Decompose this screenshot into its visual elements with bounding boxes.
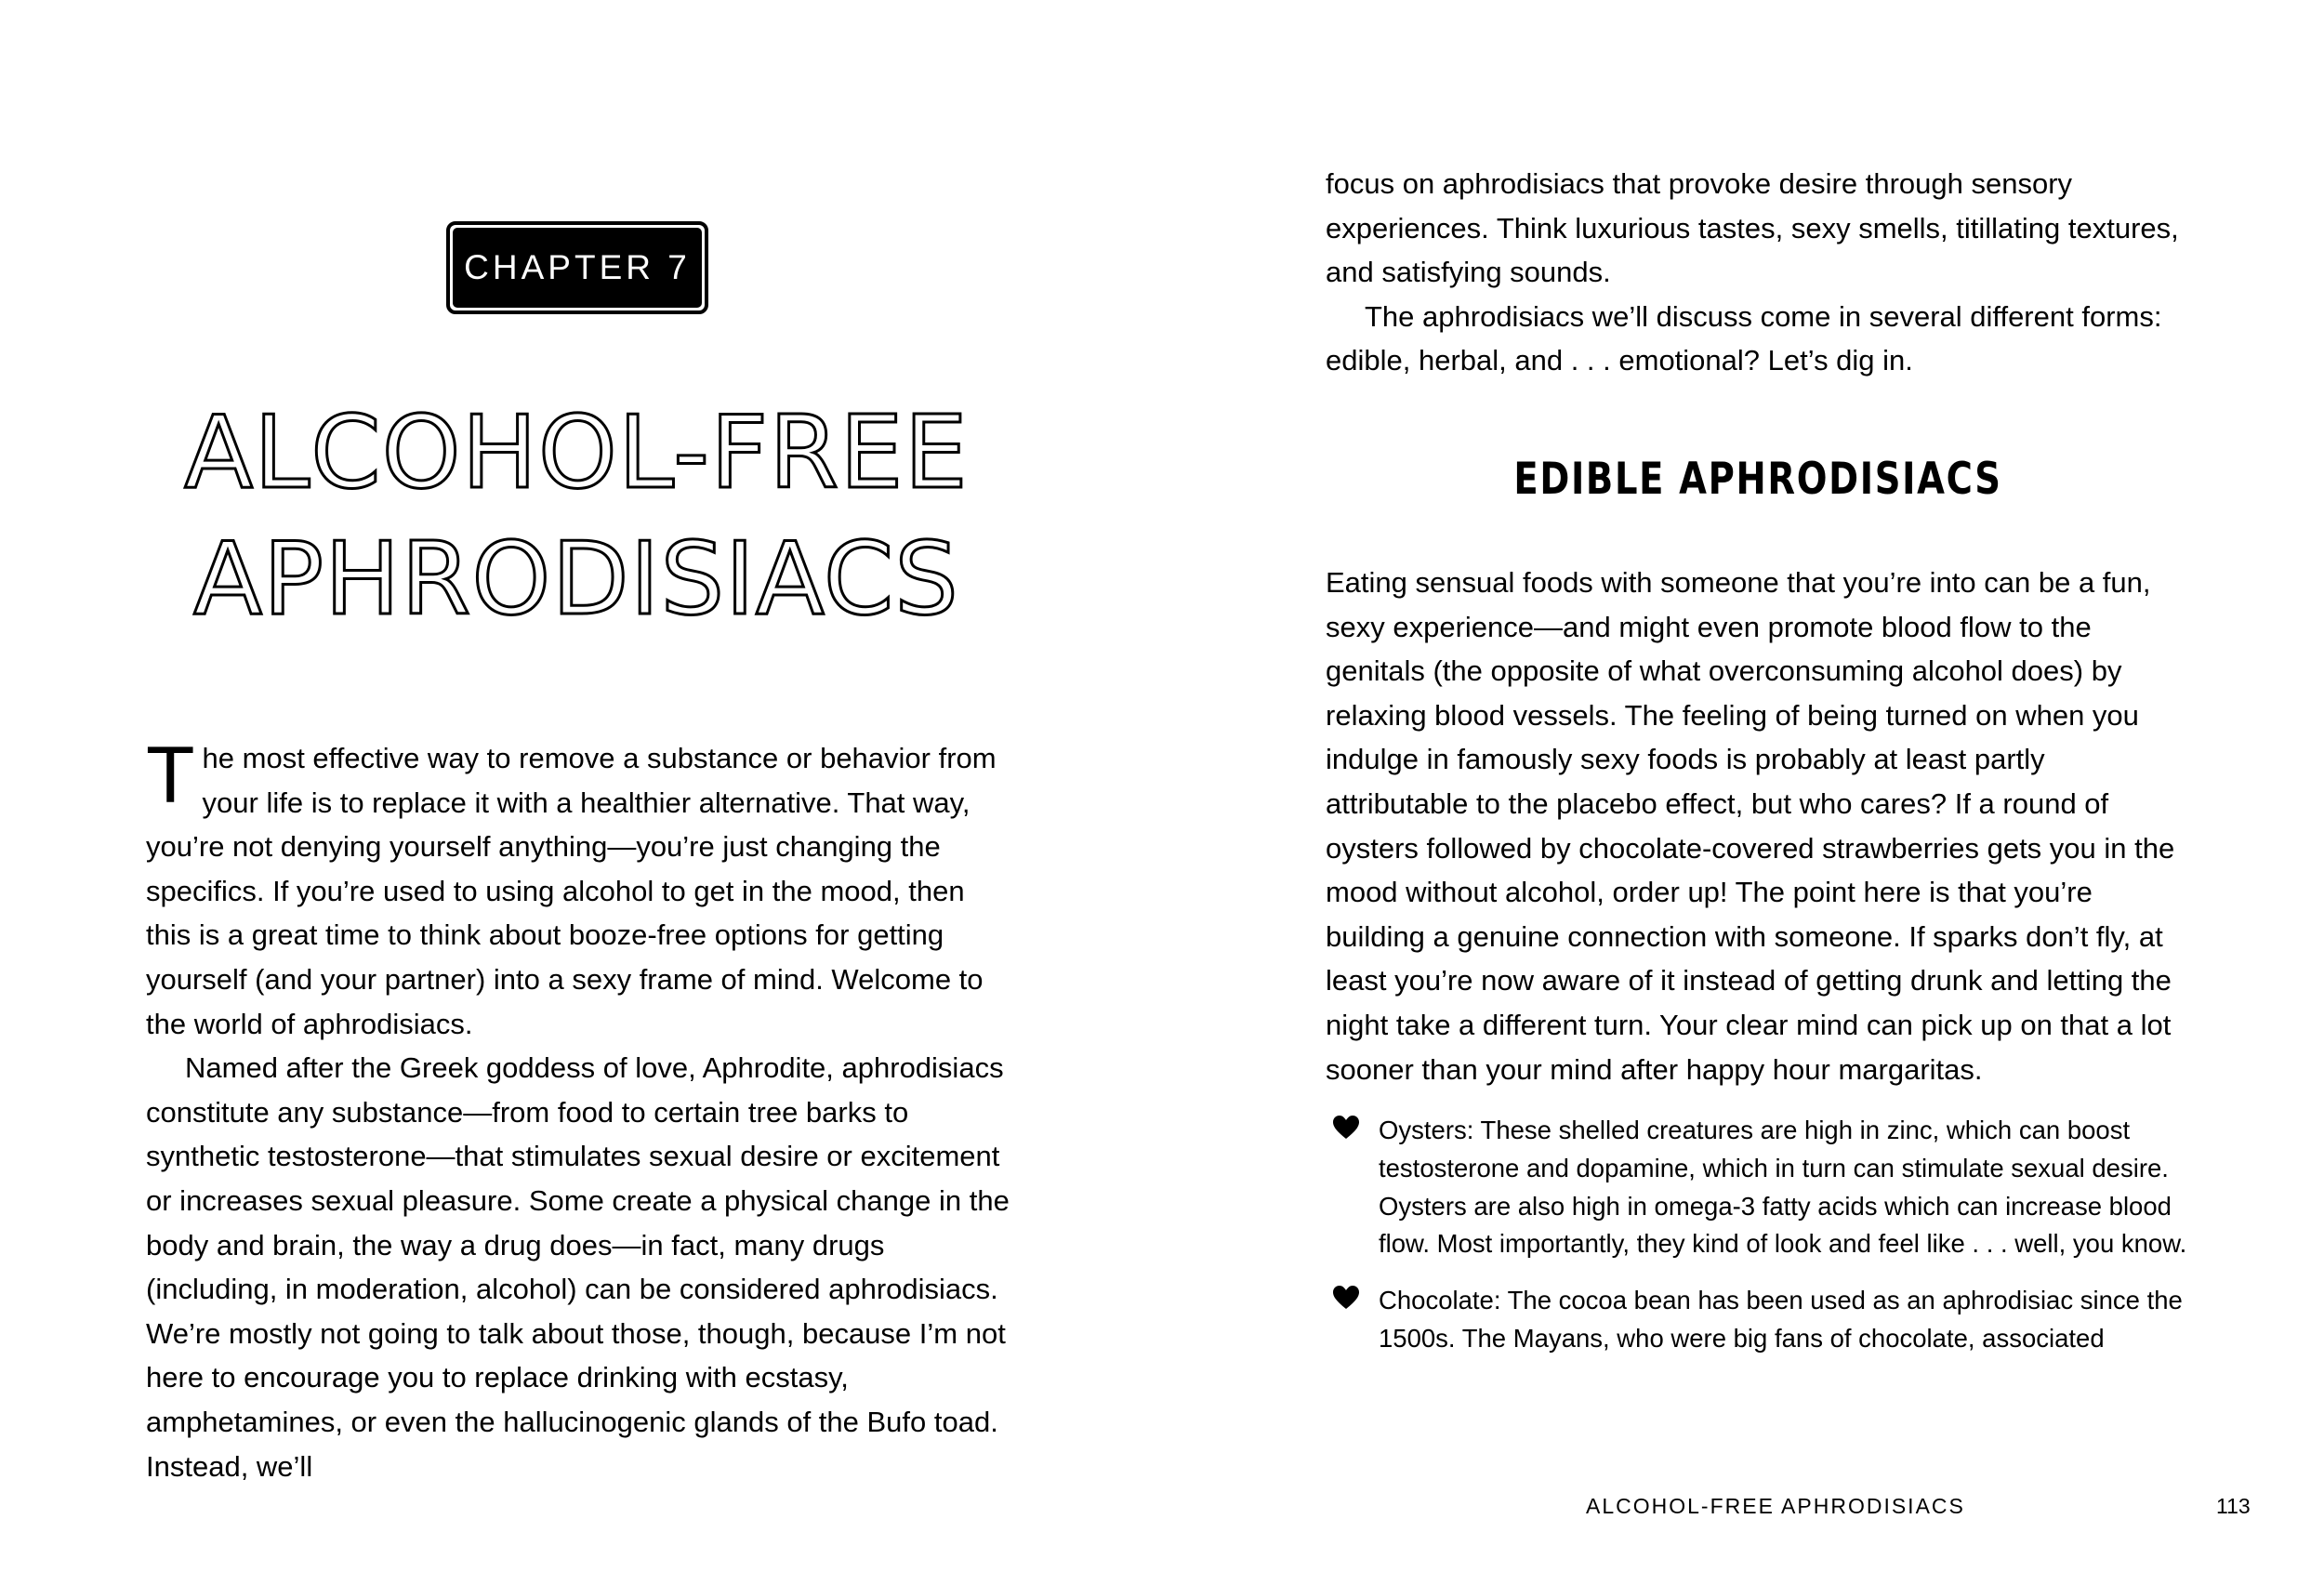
forms-paragraph: The aphrodisiacs we’ll discuss come in several different forms: edible, herbal, and . . . emotional? Let’s dig in. [1326,299,2162,377]
list-item [1326,1112,2190,1263]
chapter-badge [446,221,708,314]
drop-cap: T [146,731,195,820]
chapter-title-line2: APHRODISIACS [193,522,959,638]
chapter-title-line1: ALCOHOL-FREE [184,395,969,511]
sensory-paragraph: focus on aphrodisiacs that provoke desire through sensory experiences. Think luxurious tastes, sexy smells, titillating textures, and satisfying sounds. [1326,167,2179,289]
intro-paragraph-text: he most effective way to remove a substance or behavior from your life is to replace it with a healthier alternative. That way, you’re not denying yourself anything—you’re just changing the specifics. If you’re used to using alcohol to get in the mood, then this is a great time to think about booze-free options for getting yourself (and your partner) into a sexy frame of mind. Welcome to the world of aphrodisiacs. [146,742,997,1040]
page-number: 113 [2216,1494,2251,1518]
chapter-title [149,390,1004,643]
list-item-text: Chocolate: The cocoa bean has been used as an aphrodisiac since the 1500s. The Mayans, who were big fans of chocolate, associated [1379,1286,2183,1353]
heart-icon [1333,1286,1359,1310]
edible-paragraph: Eating sensual foods with someone that you’re into can be a fun, sexy experience—and might even promote blood flow to the genitals (the opposite of what overconsuming alcohol does) by relaxing blood vessels. The feeling of being turned on when you indulge in famously sexy foods is probably at least partly attributable to the placebo effect, but who cares? If a round of oysters followed by chocolate-covered strawberries gets you in the mood without alcohol, order up! The point here is that you’re building a genuine connection with someone. If sparks don’t fly, at least you’re now aware of it instead of getting drunk and letting the night take a different turn. Your clear mind can pick up on that a lot sooner than your mind after happy hour margaritas. [1326,566,2175,1086]
left-body-text [146,731,1015,1488]
section-heading: EDIBLE APHRODISIACS [1513,454,2002,505]
edible-intro-text [1326,561,2195,1091]
aphrodite-paragraph: Named after the Greek goddess of love, Aphrodite, aphrodisiacs constitute any substance—from food to certain tree barks to synthetic testosterone—that stimulates sexual desire or excitement or increases sexual pleasure. Some create a physical change in the body and brain, the way a drug does—in fact, many drugs (including, in moderation, alcohol) can be considered aphrodisiacs. We’re mostly not going to talk about those, though, because I’m not here to encourage you to replace drinking with ecstasy, amphetamines, or even the hallucinogenic glands of the Bufo toad. Instead, we’ll [146,1051,1010,1483]
right-intro-text [1326,162,2190,383]
list-item [1326,1282,2190,1358]
chapter-label: CHAPTER 7 [453,228,702,308]
heart-icon [1333,1116,1359,1140]
intro-paragraph [146,731,1015,1046]
aphrodisiac-list [1326,1112,2190,1377]
list-item-text: Oysters: These shelled creatures are high in zinc, which can boost testosterone and dopamine, which in turn can stimulate sexual desire. Oysters are also high in omega-3 fatty acids which can increase blood flow. Most importantly, they kind of look and feel like . . . well, you know. [1379,1116,2187,1259]
running-footer: ALCOHOL-FREE APHRODISIACS [1586,1494,1965,1518]
